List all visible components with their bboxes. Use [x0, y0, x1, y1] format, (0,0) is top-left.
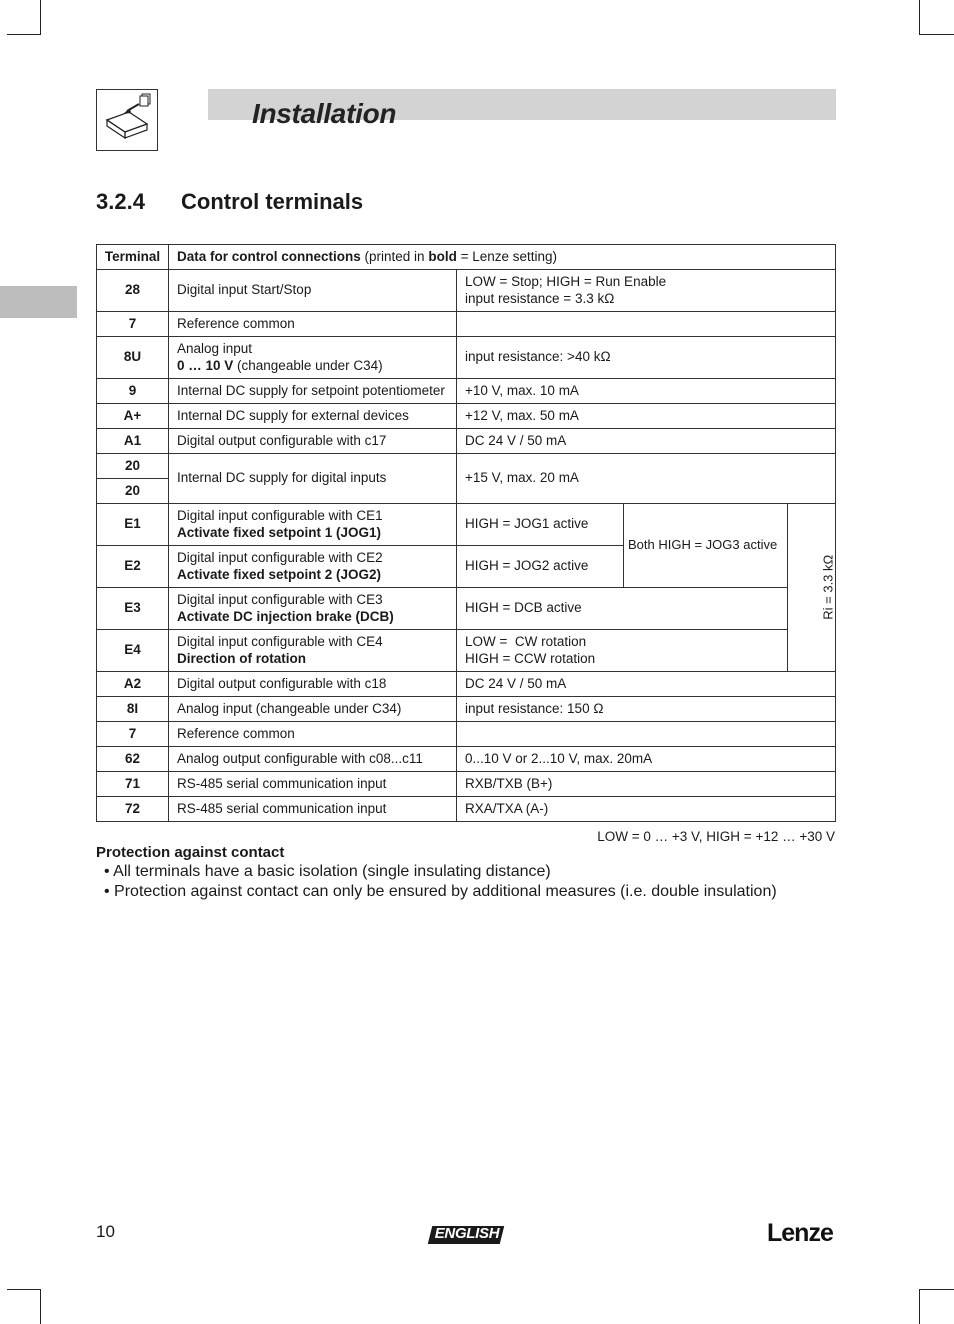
header-data: Data for control connections (printed in bold = Lenze setting): [169, 245, 836, 270]
crop-mark: [40, 1289, 41, 1324]
table-row: E1 Digital input configurable with CE1 Activate fixed setpoint 1 (JOG1) HIGH = JOG1 active Both HIGH = JOG3 active Ri = 3.3 kΩ: [97, 504, 836, 546]
installation-icon: [96, 89, 158, 151]
table-row: 20 Internal DC supply for digital inputs +15 V, max. 20 mA: [97, 454, 836, 479]
section-number: 3.2.4: [96, 189, 145, 214]
header-terminal: Terminal: [97, 245, 169, 270]
crop-mark: [7, 34, 41, 35]
crop-mark: [40, 0, 41, 34]
table-row: E4 Digital input configurable with CE4 Direction of rotation LOW = CW rotation HIGH = CCW rotation: [97, 630, 836, 672]
section-heading: [96, 189, 363, 215]
control-terminals-table: [96, 244, 836, 822]
page-number: 10: [96, 1222, 115, 1241]
table-row: 72 RS-485 serial communication input RXA/TXA (A-): [97, 797, 836, 822]
table-header-row: [97, 245, 836, 270]
signal-levels-note: LOW = 0 … +3 V, HIGH = +12 … +30 V: [597, 829, 835, 844]
crop-mark: [919, 1289, 920, 1324]
crop-mark: [919, 1289, 954, 1290]
brand-logo: Lenze: [767, 1219, 833, 1247]
list-item: • Protection against contact can only be ensured by additional measures (i.e. double insulation): [104, 883, 777, 900]
table-row: 7 Reference common: [97, 312, 836, 337]
table-row: A+ Internal DC supply for external devices +12 V, max. 50 mA: [97, 404, 836, 429]
table-row: A1 Digital output configurable with c17 DC 24 V / 50 mA: [97, 429, 836, 454]
table-row: A2 Digital output configurable with c18 DC 24 V / 50 mA: [97, 672, 836, 697]
protection-heading: Protection against contact: [96, 844, 285, 861]
list-item: • All terminals have a basic isolation (single insulating distance): [104, 863, 551, 880]
table-row: E2 Digital input configurable with CE2 Activate fixed setpoint 2 (JOG2) HIGH = JOG2 active: [97, 546, 836, 588]
language-label: ENGLISH: [434, 1225, 500, 1242]
crop-mark: [919, 0, 920, 34]
protection-bullets: [104, 862, 777, 902]
table-row: 20: [97, 479, 836, 504]
chapter-title: Installation: [252, 98, 397, 129]
table-row: 8I Analog input (changeable under C34) input resistance: 150 Ω: [97, 697, 836, 722]
jog3-note: Both HIGH = JOG3 active: [624, 504, 788, 588]
table-row: 8U Analog input 0 … 10 V (changeable under C34) input resistance: >40 kΩ: [97, 337, 836, 379]
input-resistance-note: Ri = 3.3 kΩ: [788, 504, 836, 672]
table-row: E3 Digital input configurable with CE3 Activate DC injection brake (DCB) HIGH = DCB active: [97, 588, 836, 630]
section-title: Control terminals: [181, 189, 364, 214]
side-tab-marker: [0, 286, 77, 318]
crop-mark: [919, 34, 954, 35]
crop-mark: [7, 1289, 41, 1290]
table-row: 9 Internal DC supply for setpoint potentiometer +10 V, max. 10 mA: [97, 379, 836, 404]
table-row: 7 Reference common: [97, 722, 836, 747]
table-row: 28 Digital input Start/Stop LOW = Stop; HIGH = Run Enable input resistance = 3.3 kΩ: [97, 270, 836, 312]
table-row: 71 RS-485 serial communication input RXB/TXB (B+): [97, 772, 836, 797]
table-row: 62 Analog output configurable with c08...c11 0...10 V or 2...10 V, max. 20mA: [97, 747, 836, 772]
